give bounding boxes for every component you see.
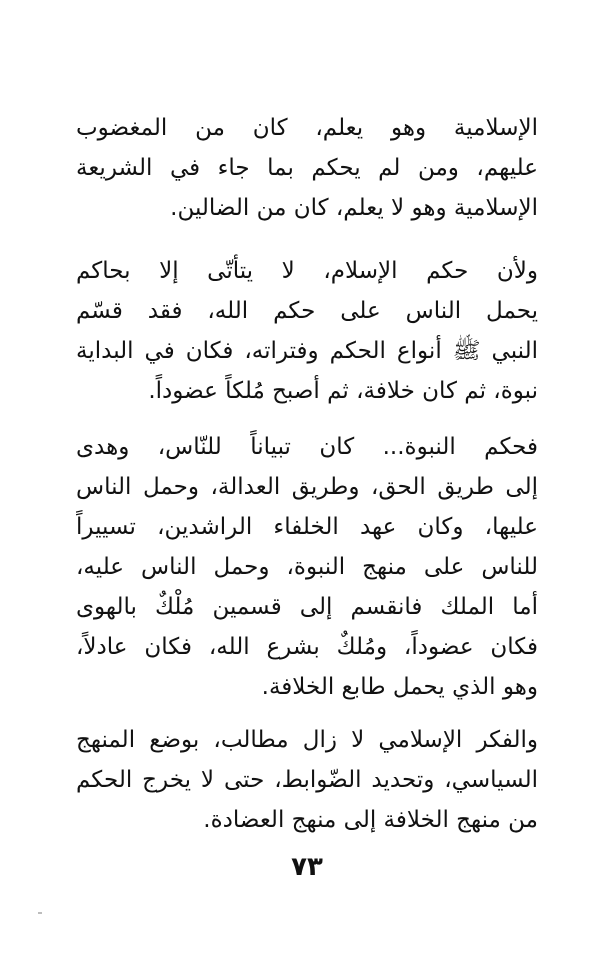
paragraph-line: من منهج الخلافة إلى منهج العضادة. <box>203 807 538 833</box>
paragraph-line: وهو الذي يحمل طابع الخلافة. <box>261 674 538 700</box>
paragraph-line: الإسلامية وهو يعلم، كان من المغضوب <box>76 115 538 141</box>
paragraph-line: فحكم النبوة... كان تبياناً للنّاس، وهدى <box>76 434 538 460</box>
paragraph-4 <box>76 720 538 840</box>
paragraph-line: إلى طريق الحق، وطريق العدالة، وحمل الناس <box>76 474 538 500</box>
scan-speck <box>38 912 42 914</box>
paragraph-line: عليهم، ومن لم يحكم بما جاء في الشريعة <box>76 155 538 181</box>
paragraph-line: السياسي، وتحديد الضّوابط، حتى لا يخرج الحكم <box>76 767 538 793</box>
paragraph-line: للناس على منهج النبوة، وحمل الناس عليه، <box>76 554 538 580</box>
page-number: ٧٣ <box>291 852 323 882</box>
paragraph-line: الإسلامية وهو لا يعلم، كان من الضالين. <box>170 195 538 221</box>
paragraph-line: النبي ﷺ أنواع الحكم وفتراته، فكان في البداية <box>76 338 538 364</box>
paragraph-line: ولأن حكم الإسلام، لا يتأتّى إلا بحاكم <box>76 258 538 284</box>
paragraph-3 <box>76 427 538 707</box>
paragraph-line: يحمل الناس على حكم الله، فقد قسّم <box>76 298 538 324</box>
paragraph-line: نبوة، ثم كان خلافة، ثم أصبح مُلكاً عضوداً. <box>148 378 538 404</box>
paragraph-2 <box>76 251 538 411</box>
paragraph-line: عليها، وكان عهد الخلفاء الراشدين، تسييراً <box>76 514 538 540</box>
paragraph-line: فكان عضوداً، ومُلكٌ بشرع الله، فكان عادلاً، <box>76 634 538 660</box>
paragraph-1 <box>76 108 538 228</box>
paragraph-line: أما الملك فانقسم إلى قسمين مُلْكٌ بالهوى <box>76 594 538 620</box>
paragraph-line: والفكر الإسلامي لا زال مطالب، بوضع المنهج <box>76 727 538 753</box>
